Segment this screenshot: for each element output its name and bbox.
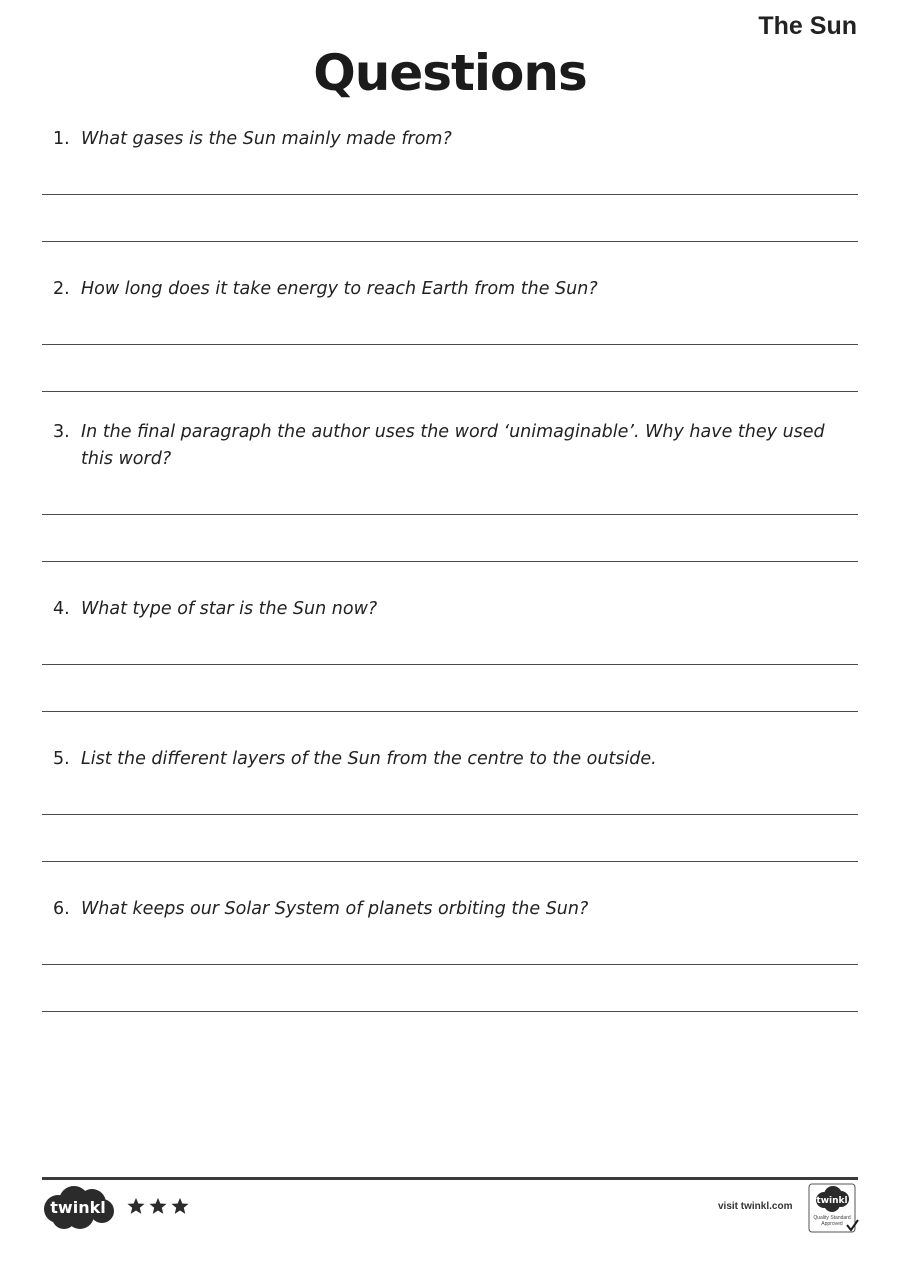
star-icon	[171, 1197, 189, 1215]
question-1	[53, 126, 833, 153]
answer-line[interactable]	[42, 861, 858, 862]
answer-line[interactable]	[42, 241, 858, 242]
footer-divider	[42, 1177, 858, 1180]
question-number: 1.	[53, 129, 70, 149]
answer-line[interactable]	[42, 561, 858, 562]
question-text: What type of star is the Sun now?	[81, 599, 378, 619]
question-text: What gases is the Sun mainly made from?	[81, 129, 452, 149]
twinkl-logo[interactable]	[42, 1185, 116, 1235]
answer-line[interactable]	[42, 964, 858, 965]
quality-badge-graphic	[808, 1183, 860, 1235]
answer-line[interactable]	[42, 814, 858, 815]
badge-line2: Approved	[821, 1221, 843, 1227]
twinkl-logo-graphic	[42, 1185, 116, 1231]
page-title: Questions	[313, 44, 587, 102]
answer-line[interactable]	[42, 514, 858, 515]
question-number: 6.	[53, 899, 70, 919]
question-5	[53, 746, 833, 773]
question-2	[53, 276, 833, 303]
question-3	[53, 419, 833, 473]
answer-line[interactable]	[42, 391, 858, 392]
answer-line[interactable]	[42, 194, 858, 195]
star-icon	[149, 1197, 167, 1215]
badge-brand: twinkl	[816, 1196, 848, 1206]
question-text: What keeps our Solar System of planets orbiting the Sun?	[81, 899, 589, 919]
topic-label: The Sun	[758, 12, 857, 40]
question-number: 2.	[53, 279, 70, 299]
badge-line1: Quality Standard	[813, 1215, 851, 1221]
question-6	[53, 896, 833, 923]
question-text: How long does it take energy to reach Earth from the Sun?	[81, 279, 598, 299]
question-4	[53, 596, 833, 623]
quality-standard-badge	[808, 1183, 860, 1239]
question-text: List the different layers of the Sun from the centre to the outside.	[81, 749, 657, 769]
star-icon	[127, 1197, 145, 1215]
answer-line[interactable]	[42, 711, 858, 712]
question-number: 5.	[53, 749, 70, 769]
question-number: 4.	[53, 599, 70, 619]
answer-line[interactable]	[42, 344, 858, 345]
question-text: In the final paragraph the author uses the word ‘unimaginable’. Why have they used this word?	[81, 422, 825, 469]
visit-link[interactable]: visit twinkl.com	[718, 1201, 793, 1212]
answer-line[interactable]	[42, 1011, 858, 1012]
logo-text: twinkl	[50, 1198, 106, 1217]
difficulty-rating	[127, 1197, 189, 1215]
question-number: 3.	[53, 422, 70, 442]
answer-line[interactable]	[42, 664, 858, 665]
